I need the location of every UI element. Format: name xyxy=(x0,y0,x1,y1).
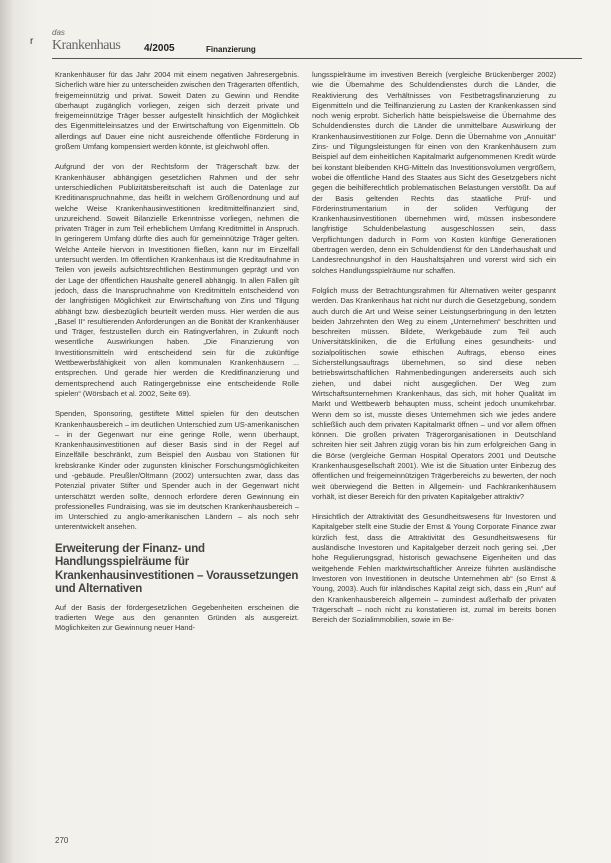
paragraph: Aufgrund der von der Rechtsform der Trägerschaft bzw. der Krankenhäuser abhängigen gesetzlichen Rahmen und der sehr unterschiedlichen Publizitätsbereitschaft ist auch die Datenlage zur Kreditinanspruchnahme, das heißt in welchem Größenordnung und auf welche Weise Krankenhausinvestitionen kreditmittelfinanziert sind, unzureichend. Soweit Bilanzielle Erkenntnisse vorliegen, nehmen die privaten Träger in zum Teil erheblichem Umfang Kreditmittel in Anspruch. In geringerem Umfang dürfte dies auch für gemeinnützige Träger gelten. Welche Anteile hiervon in Investitionen fließen, kann nur im Einzelfall untersucht werden. Im öffentlichen Krankenhaus ist die Kreditaufnahme in Teilen von jeweils aufsichtsrechtlichen Bestimmungen geprägt und von der Lage der öffentlichen Haushalte generell abhängig. In allen Fällen gilt jedoch, dass die Inanspruchnahme von Kreditmitteln entscheidend von der langfristigen Möglichkeit zur Erwirtschaftung von Zins und Tilgung abhängt bzw. diesbezüglich beurteilt werden muss. Hier werden die aus „Basel II“ resultierenden Anforderungen an die Bonität der Krankenhäuser und Träger, festzustellen durch ein Ratingverfahren, in Zukunft noch wesentliche Auswirkungen haben. „Die Finanzierung von Investitionsmitteln wird entscheidend sein für die zukünftige Wettbewerbsfähigkeit von allen kommunalen Krankenhäusern ... entsprechen. Und gerade hier werden die Kreditfinanzierung und dementsprechend auch Ratingergebnisse eine entscheidende Rolle spielen“ (Wörsbach et al. 2002, Seite 69). xyxy=(55,162,299,398)
paragraph: Folglich muss der Betrachtungsrahmen für Alternativen weiter gespannt werden. Das Krankenhaus hat nicht nur durch die Gesetzgebung, sondern auch durch die Art und Weise seiner Leistungserbringung in den letzten beiden Jahrzehnten den Weg zu einem „Unternehmen“ beschritten und beschreiten müssen. Bildete, Werkgebäude zum Teil auch Universitätskliniken, die die Erfüllung eines gesundheits- und sozialpolitischen sowie ethischen Auftrags, ebenso eines Sicherstellungsauftrags übernehmen, so sind diese neben betriebswirtschaftlichen Rahmenbedingungen andererseits auch sich ziehen, und dabei nicht ausgeglichen. Der Weg zum Wirtschaftsunternehmen Krankenhaus, das sich, mit hoher Qualität im Markt und Wettbewerb behaupten muss, scheint jedoch unumkehrbar. Wenn dem so ist, musste dieses Unternehmen sich wie jedes andere schließlich auch dem privaten Kapitalmarkt öffnen – und vor allem öffnen können. Die großen privaten Trägerorganisationen in Deutschland schreiten hier seit Jahren zügig voran bis hin zum erfolgreichen Gang in die Börse (vergleiche German Hospital Operators 2001 und Deutsche Krankenhausgesellschaft 2001). Wie ist die Situation unter Einbezug des öffentlichen und freigemeinnützigen Trägerbereichs zu bewerten, der noch weit überwiegend die Betten in Allgemein- und Fachkrankenhäusern vorhält, ist dieser Bereich für den privaten Kapitalgeber attraktiv? xyxy=(312,285,556,501)
page-number: 270 xyxy=(55,836,69,845)
paragraph: Krankenhäuser für das Jahr 2004 mit einem negativen Jahresergebnis. Sicherlich wäre hier zu unterscheiden zwischen den Trägerarten öffentlich, freigemeinnützig und privat. Soweit Daten zu Gewinn und Rendite überhaupt zugänglich vorliegen, zeigen sich derzeit private und freigemeinnützige Träger besser aufgestellt hinsichtlich der Möglichkeit des Eigenmitteleinsatzes und der Erwirtschaftung von Eigenmitteln. Ob allerdings auf Dauer eine nicht ausreichende öffentliche Förderung in großem Umfang kompensiert werden könnte, ist gleichwohl offen. xyxy=(55,70,299,152)
journal-logo xyxy=(52,28,121,54)
paragraph: Hinsichtlich der Attraktivität des Gesundheitswesens für Investoren und Kapitalgeber stellt eine Studie der Ernst & Young Corporate Finance zwar kürzlich fest, dass die Attraktivität des Gesundheitswesens für ausländische Investoren und Kapitalgeber derzeit noch gering sei. „Der hohe Regulierungsgrad, historisch gewachsene Eigenheiten und das weitgehende Fehlen marktwirtschaftlicher Anreize führten ausländische Investoren von Investitionen in deutsche Unternehmen ab“ (so Ernst & Young, 2003). Auch für inländisches Kapital zeigt sich, dass ein „Run“ auf den Krankenhausbereich allgemein – zumindest außerhalb der privaten Trägerschaft – noch nicht zu konstatieren ist, zumal im bereits bonen Bereich der Sozialimmobilien, sowie im Be- xyxy=(312,512,556,625)
section-title: Finanzierung xyxy=(206,45,256,54)
page-header xyxy=(0,0,611,70)
issue-number: 4/2005 xyxy=(144,43,175,54)
right-column xyxy=(312,70,556,635)
left-column xyxy=(55,70,299,644)
logo-title: Krankenhaus xyxy=(52,38,121,53)
header-rule xyxy=(52,58,582,59)
section-heading: Erweiterung der Finanz- und Handlungsspielräume für Krankenhausinvestitionen – Voraussetzungen und Alternativen xyxy=(55,542,299,596)
logo-prefix: das xyxy=(52,28,65,37)
corner-mark: r xyxy=(30,36,34,47)
paragraph: lungsspielräume im investiven Bereich (vergleiche Brückenberger 2002) wie die Übernahme des Schuldendienstes durch die Länder, die Reaktivierung des Verhältnisses von Festbetragsfinanzierung zu Eigenmitteln und die Teilfinanzierung zu Lasten der Krankenkassen sind noch wenig erprobt. Sicherlich hätte beispielsweise die Übernahme des Schuldendienstes durch die Länder die unmittelbare Auswirkung der Krankenhausinvestitionen zur Folge. Denn die Übernahme von „Annuität“ Zins- und Tilgungsleistungen für einen von den Krankenhäusern zum Beispiel auf dem einheitlichen Kapitalmarkt aufgenommenen Kredit würde bei konstant bleibenden KHG-Mitteln das Investitionsvolumen vergrößern, wobei die öffentliche Hand des Staates aus Sicht des Gesetzgebers nicht gegen die beihilferechtlich problematischen Belastungen verstößt. Da auf der Basis geltenden Rechts das staatliche Prüf- und Förderinstrumentarium in der soliden Verfügung der Krankenhausinvestitionen übernehmen wird, müssen insbesondere langfristige Schuldenbelastung ausgeschlossen sein, dass Verpflichtungen dadurch in Form von Kosten künftige Generationen übertragen werden, denn ein Schuldendienst für den Länderhaushalt und Landesrechnungshof in den Haushaltsjahren und vorerst wird sich ein solches Handlungsspielräume nur schaffen. xyxy=(312,70,556,275)
paragraph: Spenden, Sponsoring, gestiftete Mittel spielen für den deutschen Krankenhausbereich – im deutlichen Unterschied zum US-amerikanischen – in der Gegenwart nur eine geringe Rolle, wenn überhaupt, Krankenhausinvestitionen auf dieser Basis sind in der Regel auf Einzelfälle beschränkt, zum Beispiel den Ausbau von Stationen für krebskranke Kinder oder zugunsten klinischer Forschungsmöglichkeiten und -gebäude. Preußler/Oltmann (2002) untersuchten zwar, dass das Potenzial privater Stifter und Spender auch in der Gegenwart nicht unterschätzt werden sollte, dennoch erfordere deren Gewinnung ein professionelles Fundraising, was sie im deutschen Krankenhausbereich – im Unterschied zu anglo-amerikanischen Ländern – als noch sehr unterentwickelt ansehen. xyxy=(55,409,299,532)
paragraph: Auf der Basis der fördergesetzlichen Gegebenheiten erscheinen die tradierten Wege aus den genannten Gründen als ausgereizt. Möglichkeiten zur Gewinnung neuer Hand- xyxy=(55,602,299,633)
